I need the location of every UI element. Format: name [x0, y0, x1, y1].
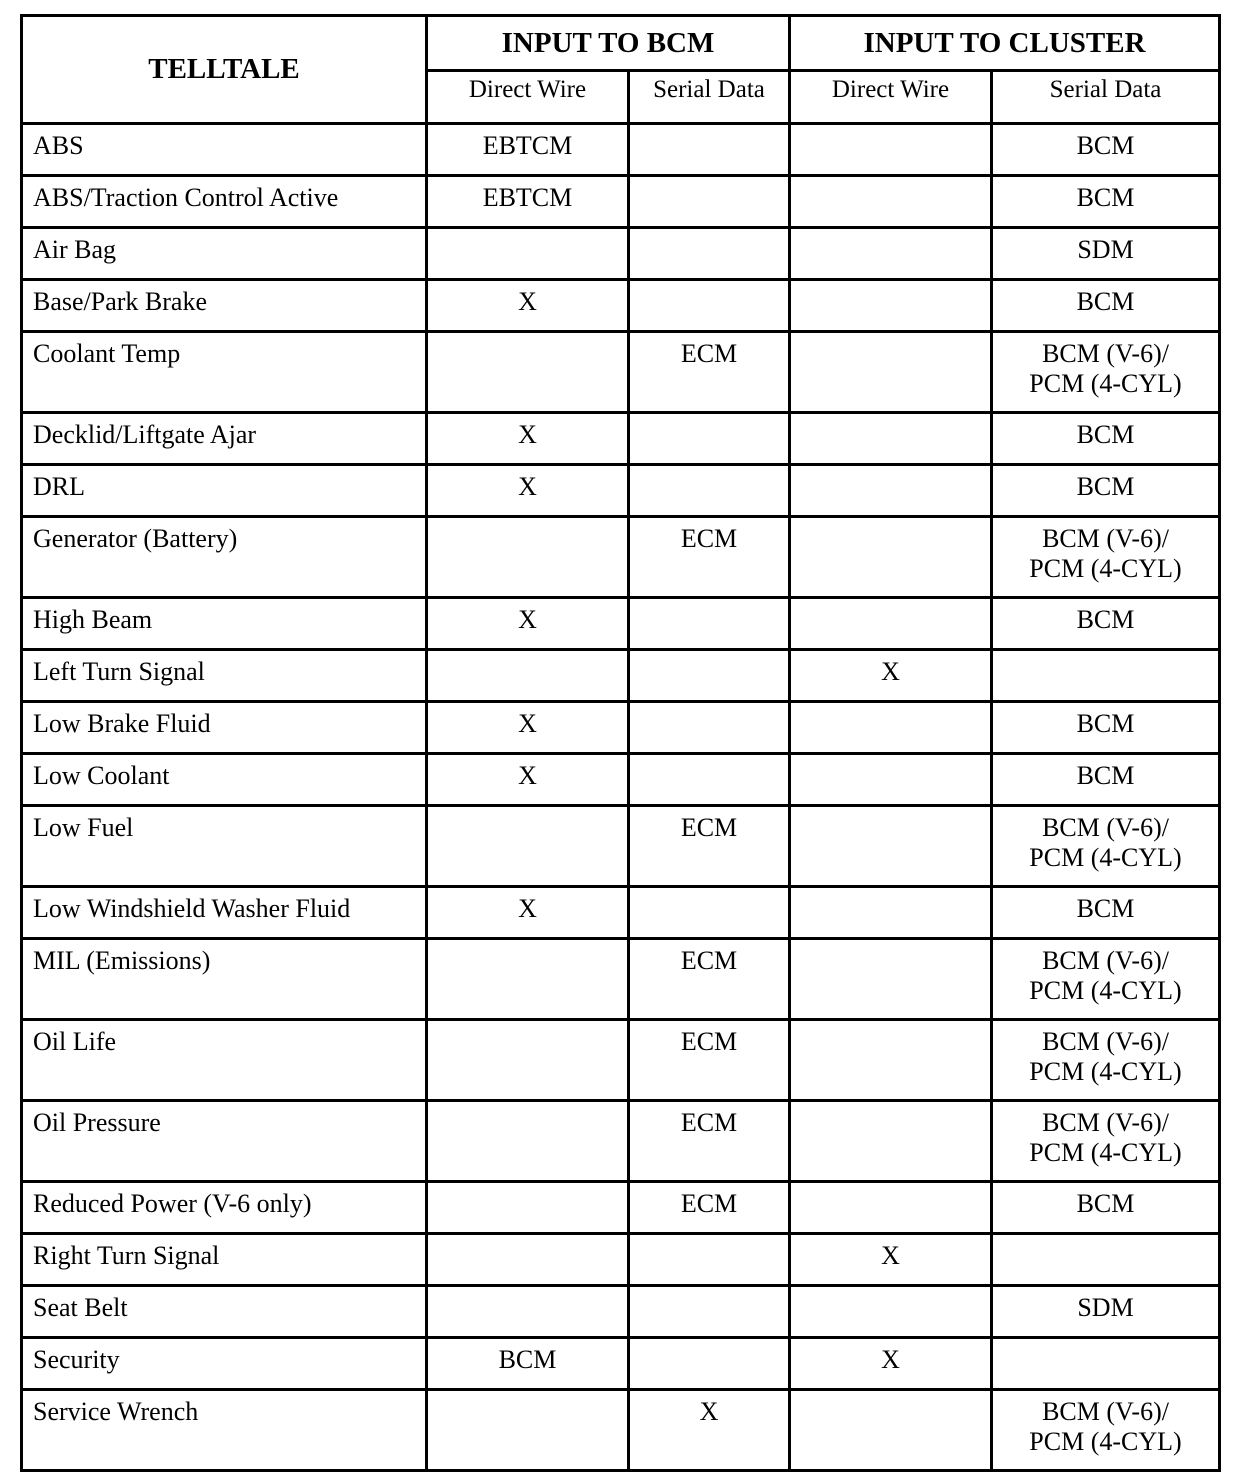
- cluster-serial-data-cell: [992, 1020, 1220, 1101]
- table-row: [22, 806, 1220, 887]
- bcm-serial-data-cell: [629, 465, 790, 517]
- table-row: [22, 228, 1220, 280]
- telltale-name-cell: Reduced Power (V-6 only): [22, 1182, 427, 1234]
- table-row: [22, 887, 1220, 939]
- bcm-direct-wire-cell: [427, 650, 629, 702]
- telltale-name-cell: DRL: [22, 465, 427, 517]
- cluster-serial-data-cell: [992, 332, 1220, 413]
- cluster-serial-data-cell: [992, 1182, 1220, 1234]
- bcm-serial-data-cell: [629, 1338, 790, 1390]
- cluster-serial-data-text: BCM: [1076, 709, 1135, 738]
- bcm-serial-data-cell: ECM: [629, 1182, 790, 1234]
- cluster-direct-wire-cell: [790, 517, 992, 598]
- bcm-direct-wire-cell: [427, 806, 629, 887]
- cluster-direct-wire-cell: [790, 702, 992, 754]
- cluster-serial-data-text: BCM (V-6)/: [1042, 1027, 1169, 1056]
- bcm-direct-wire-cell: [427, 1101, 629, 1182]
- bcm-serial-data-cell: [629, 413, 790, 465]
- cluster-serial-data-cell: [992, 413, 1220, 465]
- cluster-serial-data-text: BCM: [1076, 131, 1135, 160]
- cluster-direct-wire-cell: X: [790, 650, 992, 702]
- telltale-name-cell: Low Fuel: [22, 806, 427, 887]
- table-row: [22, 176, 1220, 228]
- bcm-direct-wire-cell: X: [427, 702, 629, 754]
- table-row: [22, 517, 1220, 598]
- telltale-name-cell: Low Coolant: [22, 754, 427, 806]
- telltale-name-cell: Decklid/Liftgate Ajar: [22, 413, 427, 465]
- table-row: [22, 1020, 1220, 1101]
- cluster-serial-data-text: SDM: [1077, 1293, 1134, 1322]
- header-bcm-direct-wire: Direct Wire: [427, 71, 629, 124]
- cluster-serial-data-text: PCM (4-CYL): [1029, 554, 1182, 583]
- bcm-serial-data-cell: [629, 280, 790, 332]
- cluster-direct-wire-cell: [790, 280, 992, 332]
- cluster-serial-data-cell: [992, 517, 1220, 598]
- bcm-serial-data-cell: [629, 176, 790, 228]
- cluster-serial-data-cell: [992, 465, 1220, 517]
- header-input-to-bcm: INPUT TO BCM: [427, 16, 790, 71]
- bcm-serial-data-cell: ECM: [629, 517, 790, 598]
- cluster-serial-data-cell: [992, 598, 1220, 650]
- cluster-serial-data-text: PCM (4-CYL): [1029, 843, 1182, 872]
- table-row: [22, 754, 1220, 806]
- table-row: [22, 702, 1220, 754]
- header-cluster-serial-data: Serial Data: [992, 71, 1220, 124]
- header-input-to-cluster: INPUT TO CLUSTER: [790, 16, 1220, 71]
- cluster-serial-data-text: BCM: [1076, 420, 1135, 449]
- cluster-serial-data-text: SDM: [1077, 235, 1134, 264]
- cluster-direct-wire-cell: [790, 465, 992, 517]
- cluster-serial-data-text: PCM (4-CYL): [1029, 1138, 1182, 1167]
- table-row: [22, 1338, 1220, 1390]
- table-row: [22, 413, 1220, 465]
- cluster-serial-data-text: PCM (4-CYL): [1029, 1427, 1182, 1456]
- cluster-serial-data-cell: [992, 1286, 1220, 1338]
- cluster-serial-data-text: PCM (4-CYL): [1029, 369, 1182, 398]
- telltale-name-cell: Security: [22, 1338, 427, 1390]
- cluster-direct-wire-cell: [790, 1286, 992, 1338]
- bcm-serial-data-cell: [629, 1286, 790, 1338]
- telltale-name-cell: Low Brake Fluid: [22, 702, 427, 754]
- bcm-direct-wire-cell: [427, 332, 629, 413]
- cluster-serial-data-text: BCM: [1076, 894, 1135, 923]
- telltale-name-cell: Air Bag: [22, 228, 427, 280]
- bcm-direct-wire-cell: [427, 1234, 629, 1286]
- header-bcm-serial-data: Serial Data: [629, 71, 790, 124]
- cluster-direct-wire-cell: X: [790, 1338, 992, 1390]
- bcm-direct-wire-cell: [427, 1182, 629, 1234]
- cluster-serial-data-text: BCM: [1076, 605, 1135, 634]
- bcm-direct-wire-cell: X: [427, 413, 629, 465]
- bcm-direct-wire-cell: [427, 517, 629, 598]
- telltale-name-cell: MIL (Emissions): [22, 939, 427, 1020]
- cluster-serial-data-cell: [992, 806, 1220, 887]
- bcm-serial-data-cell: [629, 598, 790, 650]
- cluster-serial-data-text: BCM (V-6)/: [1042, 524, 1169, 553]
- cluster-direct-wire-cell: X: [790, 1234, 992, 1286]
- cluster-direct-wire-cell: [790, 176, 992, 228]
- telltale-name-cell: Coolant Temp: [22, 332, 427, 413]
- cluster-direct-wire-cell: [790, 1020, 992, 1101]
- cluster-direct-wire-cell: [790, 1390, 992, 1471]
- table-row: [22, 465, 1220, 517]
- bcm-direct-wire-cell: [427, 228, 629, 280]
- cluster-serial-data-cell: [992, 702, 1220, 754]
- telltale-name-cell: Service Wrench: [22, 1390, 427, 1471]
- bcm-serial-data-cell: ECM: [629, 806, 790, 887]
- telltale-name-cell: Oil Life: [22, 1020, 427, 1101]
- telltale-name-cell: Base/Park Brake: [22, 280, 427, 332]
- cluster-serial-data-cell: [992, 1338, 1220, 1390]
- cluster-serial-data-text: BCM: [1076, 287, 1135, 316]
- cluster-serial-data-text: BCM: [1076, 183, 1135, 212]
- bcm-serial-data-cell: [629, 228, 790, 280]
- telltale-table: [20, 14, 1221, 1472]
- telltale-name-cell: Oil Pressure: [22, 1101, 427, 1182]
- cluster-serial-data-cell: [992, 228, 1220, 280]
- cluster-serial-data-cell: [992, 1390, 1220, 1471]
- cluster-serial-data-text: BCM (V-6)/: [1042, 813, 1169, 842]
- bcm-direct-wire-cell: [427, 1390, 629, 1471]
- telltale-name-cell: Right Turn Signal: [22, 1234, 427, 1286]
- bcm-serial-data-cell: X: [629, 1390, 790, 1471]
- telltale-name-cell: High Beam: [22, 598, 427, 650]
- telltale-name-cell: Low Windshield Washer Fluid: [22, 887, 427, 939]
- bcm-direct-wire-cell: EBTCM: [427, 176, 629, 228]
- bcm-serial-data-cell: ECM: [629, 939, 790, 1020]
- cluster-serial-data-text: BCM: [1076, 761, 1135, 790]
- cluster-serial-data-text: BCM (V-6)/: [1042, 339, 1169, 368]
- cluster-serial-data-cell: [992, 1234, 1220, 1286]
- table-row: [22, 332, 1220, 413]
- bcm-direct-wire-cell: X: [427, 887, 629, 939]
- bcm-direct-wire-cell: [427, 1286, 629, 1338]
- table-row: [22, 1101, 1220, 1182]
- bcm-serial-data-cell: [629, 887, 790, 939]
- bcm-direct-wire-cell: X: [427, 465, 629, 517]
- bcm-direct-wire-cell: X: [427, 598, 629, 650]
- table-row: [22, 124, 1220, 176]
- table-row: [22, 1286, 1220, 1338]
- bcm-serial-data-cell: [629, 1234, 790, 1286]
- cluster-serial-data-text: BCM (V-6)/: [1042, 1397, 1169, 1426]
- telltale-name-cell: ABS/Traction Control Active: [22, 176, 427, 228]
- table-row: [22, 939, 1220, 1020]
- header-telltale: TELLTALE: [22, 16, 427, 124]
- cluster-direct-wire-cell: [790, 939, 992, 1020]
- telltale-name-cell: Generator (Battery): [22, 517, 427, 598]
- cluster-direct-wire-cell: [790, 1101, 992, 1182]
- telltale-name-cell: Seat Belt: [22, 1286, 427, 1338]
- cluster-serial-data-text: PCM (4-CYL): [1029, 1057, 1182, 1086]
- cluster-serial-data-cell: [992, 650, 1220, 702]
- cluster-direct-wire-cell: [790, 887, 992, 939]
- bcm-serial-data-cell: [629, 650, 790, 702]
- bcm-direct-wire-cell: EBTCM: [427, 124, 629, 176]
- bcm-direct-wire-cell: X: [427, 280, 629, 332]
- bcm-serial-data-cell: ECM: [629, 332, 790, 413]
- bcm-serial-data-cell: [629, 754, 790, 806]
- cluster-serial-data-cell: [992, 176, 1220, 228]
- bcm-serial-data-cell: ECM: [629, 1101, 790, 1182]
- cluster-direct-wire-cell: [790, 228, 992, 280]
- cluster-direct-wire-cell: [790, 413, 992, 465]
- bcm-direct-wire-cell: [427, 1020, 629, 1101]
- cluster-serial-data-cell: [992, 280, 1220, 332]
- cluster-direct-wire-cell: [790, 598, 992, 650]
- bcm-direct-wire-cell: X: [427, 754, 629, 806]
- table-row: [22, 1390, 1220, 1471]
- cluster-serial-data-cell: [992, 887, 1220, 939]
- table-row: [22, 650, 1220, 702]
- cluster-serial-data-text: BCM (V-6)/: [1042, 946, 1169, 975]
- telltale-name-cell: Left Turn Signal: [22, 650, 427, 702]
- bcm-serial-data-cell: ECM: [629, 1020, 790, 1101]
- cluster-serial-data-text: PCM (4-CYL): [1029, 976, 1182, 1005]
- bcm-direct-wire-cell: [427, 939, 629, 1020]
- cluster-direct-wire-cell: [790, 1182, 992, 1234]
- bcm-direct-wire-cell: BCM: [427, 1338, 629, 1390]
- cluster-serial-data-cell: [992, 754, 1220, 806]
- cluster-serial-data-text: BCM: [1076, 1189, 1135, 1218]
- bcm-serial-data-cell: [629, 124, 790, 176]
- telltale-name-cell: ABS: [22, 124, 427, 176]
- cluster-direct-wire-cell: [790, 806, 992, 887]
- header-cluster-direct-wire: Direct Wire: [790, 71, 992, 124]
- cluster-serial-data-cell: [992, 939, 1220, 1020]
- cluster-direct-wire-cell: [790, 754, 992, 806]
- cluster-direct-wire-cell: [790, 332, 992, 413]
- cluster-direct-wire-cell: [790, 124, 992, 176]
- bcm-serial-data-cell: [629, 702, 790, 754]
- table-row: [22, 280, 1220, 332]
- cluster-serial-data-cell: [992, 1101, 1220, 1182]
- table-row: [22, 598, 1220, 650]
- cluster-serial-data-text: BCM (V-6)/: [1042, 1108, 1169, 1137]
- cluster-serial-data-text: BCM: [1076, 472, 1135, 501]
- cluster-serial-data-cell: [992, 124, 1220, 176]
- table-row: [22, 1234, 1220, 1286]
- table-row: [22, 1182, 1220, 1234]
